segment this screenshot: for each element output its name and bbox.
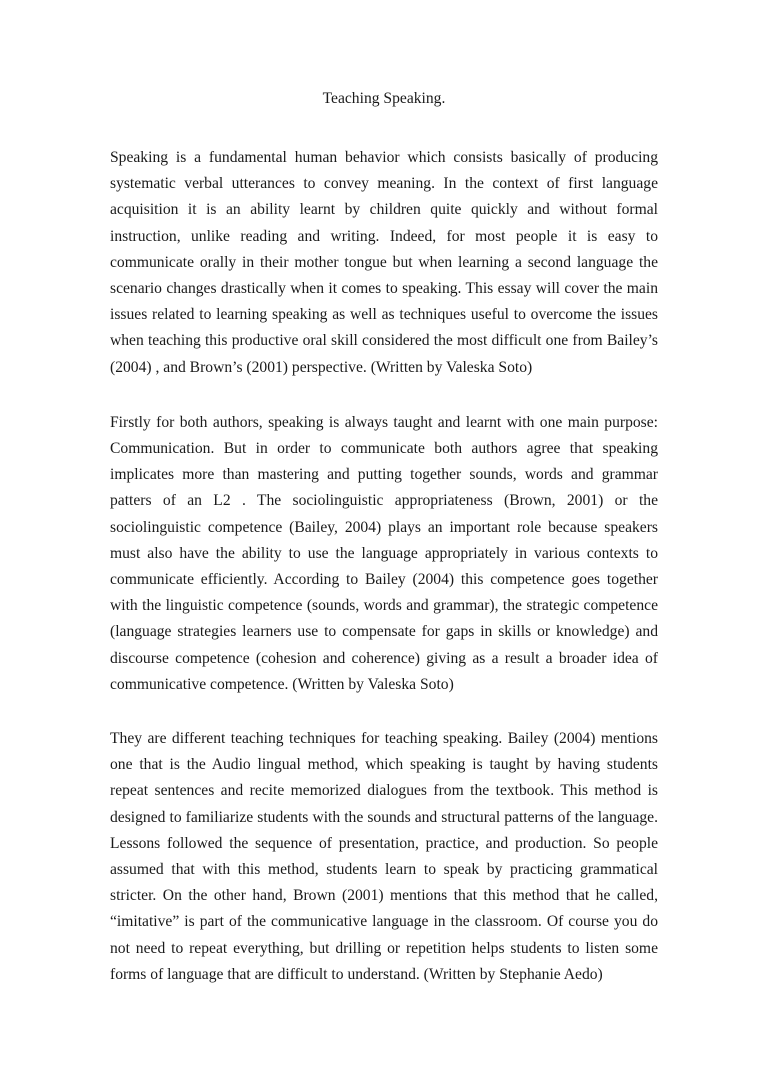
paragraph-introduction: Speaking is a fundamental human behavior which consists basically of producing systematic verbal utterances to convey meaning. In the context of first language acquisition it is an ability learnt by children quite quickly and without formal instruction, unlike reading and writing. Indeed, for most people it is easy to communicate orally in their mother tongue but when learning a second language the scenario changes drastically when it comes to speaking. This essay will cover the main issues related to learning speaking as well as techniques useful to overcome the issues when teaching this productive oral skill considered the most difficult one from Bailey’s (2004) , and Brown’s (2001) perspective. (Written by Valeska Soto) bbox=[110, 149, 658, 376]
document-title: Teaching Speaking. bbox=[322, 90, 446, 107]
paragraph-communicative-competence: Firstly for both authors, speaking is always taught and learnt with one main purpose: Communication. But in order to communicate both authors agree that speaking implicates more than mastering and putting together sounds, words and grammar patters of an L2 . The sociolinguistic appropriateness (Brown, 2001) or the sociolinguistic competence (Bailey, 2004) plays an important role because speakers must also have the ability to use the language appropriately in various contexts to communicate efficiently. According to Bailey (2004) this competence goes together with the linguistic competence (sounds, words and grammar), the strategic competence (language strategies learners use to compensate for gaps in skills or knowledge) and discourse competence (cohesion and coherence) giving as a result a broader idea of communicative competence. (Written by Valeska Soto) bbox=[110, 413, 658, 693]
document-page bbox=[110, 88, 658, 988]
paragraph-teaching-techniques: They are different teaching techniques for teaching speaking. Bailey (2004) mentions one that is the Audio lingual method, which speaking is taught by having students repeat sentences and recite memorized dialogues from the textbook. This method is designed to familiarize students with the sounds and structural patterns of the language. Lessons followed the sequence of presentation, practice, and production. So people assumed that with this method, students learn to speak by practicing grammatical stricter. On the other hand, Brown (2001) mentions that this method that he called, “imitative” is part of the communicative language in the classroom. Of course you do not need to repeat everything, but drilling or repetition helps students to listen some forms of language that are difficult to understand. (Written by Stephanie Aedo) bbox=[110, 730, 658, 983]
